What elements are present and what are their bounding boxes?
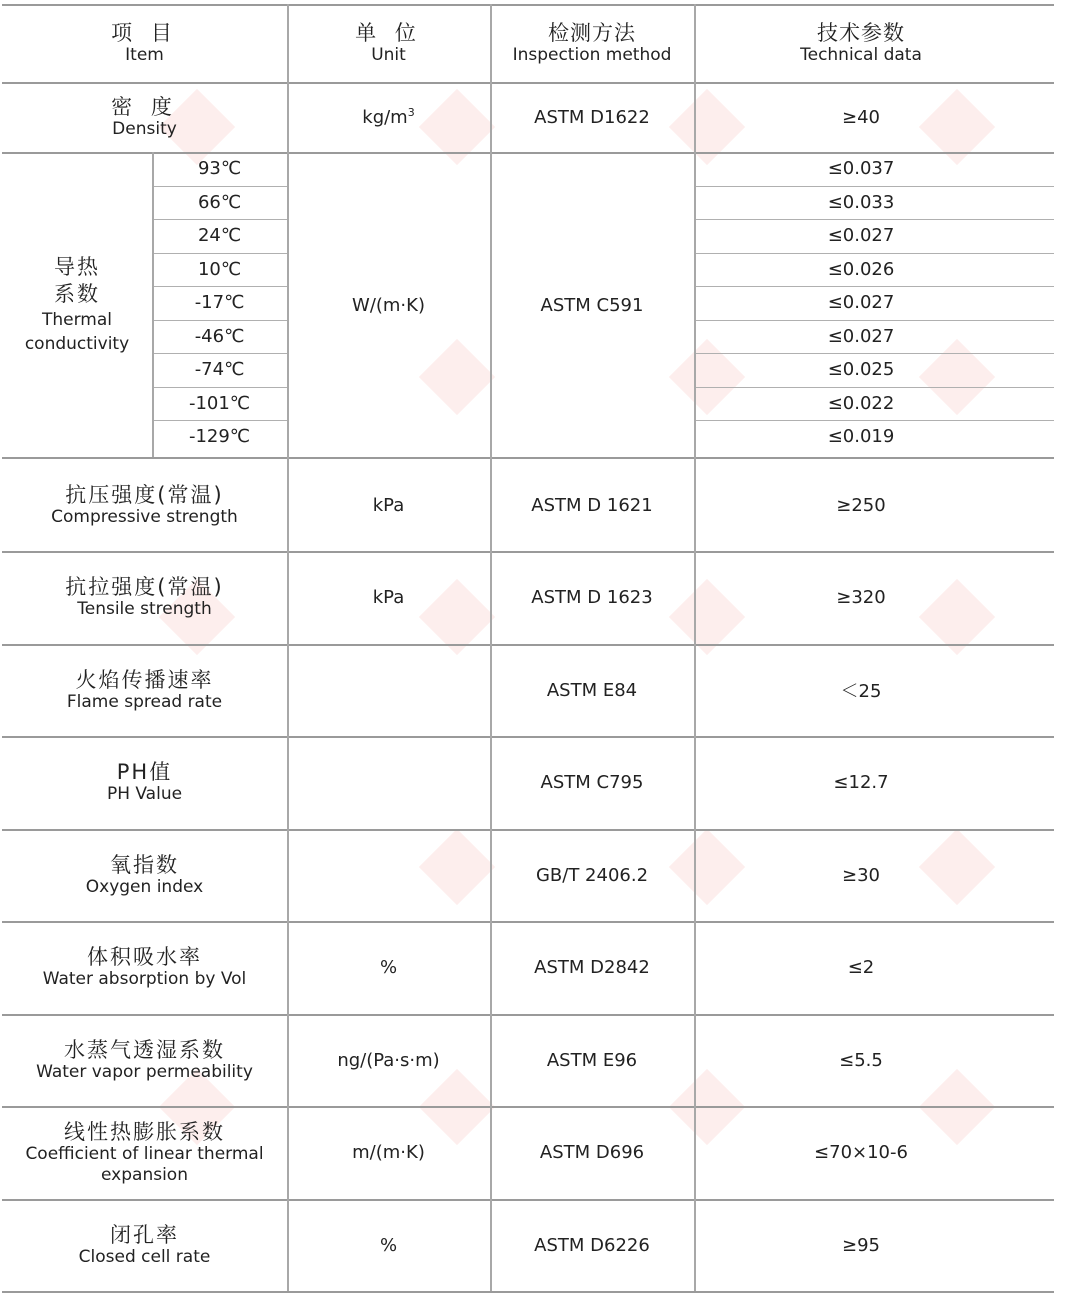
row-method-text: ASTM D6226	[534, 1234, 650, 1256]
row-item-zh: 抗拉强度(常温)	[65, 575, 224, 599]
thermal-en-2: conductivity	[24, 334, 130, 354]
row-method	[490, 921, 694, 1014]
row-unit	[287, 829, 490, 921]
row-unit	[287, 644, 490, 736]
thermal-unit-text: W/(m·K)	[352, 294, 425, 316]
thermal-value-cell	[694, 286, 1028, 320]
header-method	[490, 4, 694, 82]
header-data-en: Technical data	[800, 44, 922, 65]
row-value	[694, 551, 1028, 644]
thermal-method	[490, 152, 694, 458]
thermal-zh-2: 系数	[54, 282, 100, 306]
row-value	[694, 1014, 1028, 1106]
density-method	[490, 82, 694, 152]
row-value-text: ≥250	[836, 494, 886, 516]
row-method	[490, 1199, 694, 1291]
row-item-en: Oxygen index	[85, 876, 204, 897]
header-data	[694, 4, 1028, 82]
thermal-temp-cell	[152, 186, 287, 220]
thermal-temp-cell	[152, 219, 287, 253]
row-method-text: ASTM C795	[540, 772, 644, 793]
row-unit	[287, 736, 490, 829]
row-item-zh: 火焰传播速率	[75, 667, 214, 692]
row-item	[2, 459, 287, 551]
row-method-text: ASTM D2842	[534, 957, 650, 978]
row-item	[2, 551, 287, 644]
header-item	[2, 4, 287, 82]
row-value	[694, 921, 1028, 1014]
row-method-text: ASTM E84	[546, 679, 638, 701]
thermal-temp-cell	[152, 420, 287, 454]
row-method	[490, 644, 694, 736]
header-item-zh: 项 目	[111, 20, 178, 45]
row-value-text: ≤70×10-6	[814, 1142, 908, 1163]
density-unit	[287, 82, 490, 152]
thermal-method-text: ASTM C591	[540, 294, 644, 316]
row-value	[694, 736, 1028, 829]
thermal-value-cell	[694, 420, 1028, 454]
header-method-zh: 检测方法	[548, 20, 636, 45]
row-item-zh: PH值	[116, 760, 173, 784]
row-method-text: ASTM E96	[546, 1049, 638, 1071]
density-en: Density	[112, 118, 177, 139]
thermal-value: ≤0.027	[827, 225, 895, 247]
row-value	[694, 829, 1028, 921]
row-item-en: PH Value	[106, 784, 183, 804]
row-item-zh: 抗压强度(常温)	[65, 482, 224, 507]
row-method	[490, 551, 694, 644]
header-unit	[287, 4, 490, 82]
row-method	[490, 459, 694, 551]
row-value	[694, 459, 1028, 551]
row-unit-text: m/(m·K)	[352, 1142, 425, 1163]
thermal-temp-cell	[152, 353, 287, 387]
row-unit	[287, 551, 490, 644]
thermal-value-cell	[694, 320, 1028, 354]
row-value-text: ≥320	[836, 587, 886, 608]
row-method-text: GB/T 2406.2	[535, 864, 649, 886]
header-unit-en: Unit	[371, 44, 406, 65]
row-unit-text: ng/(Pa·s·m)	[337, 1049, 440, 1071]
row-method-text: ASTM D 1623	[531, 587, 653, 608]
row-value	[694, 1199, 1028, 1291]
row-method	[490, 829, 694, 921]
thermal-temp-cell	[152, 286, 287, 320]
row-method-text: ASTM D696	[539, 1142, 645, 1163]
row-value	[694, 1106, 1028, 1199]
thermal-temp: 66℃	[197, 191, 242, 213]
thermal-value: ≤0.022	[827, 392, 895, 414]
thermal-value-cell	[694, 186, 1028, 220]
thermal-zh-1: 导热	[54, 255, 100, 279]
thermal-temp-cell	[152, 387, 287, 421]
thermal-value: ≤0.033	[827, 191, 895, 213]
thermal-value: ≤0.027	[827, 292, 895, 314]
thermal-temp: -129℃	[188, 426, 251, 448]
row-unit-text: %	[379, 957, 398, 978]
header-method-en: Inspection method	[512, 44, 672, 65]
thermal-value: ≤0.025	[827, 359, 895, 381]
row-item	[2, 921, 287, 1014]
header-unit-zh: 单 位	[355, 20, 422, 45]
row-item-en: Tensile strength	[77, 599, 212, 619]
row-item-en: Water vapor permeability	[36, 1061, 253, 1082]
row-item-zh: 氧指数	[110, 852, 179, 877]
row-method	[490, 1106, 694, 1199]
density-value	[694, 82, 1028, 152]
grid-line-horizontal	[2, 1291, 1054, 1293]
row-value	[694, 644, 1028, 736]
thermal-temp: 93℃	[197, 158, 242, 180]
thermal-value-cell	[694, 152, 1028, 186]
row-unit-text: %	[379, 1234, 398, 1256]
thermal-value-cell	[694, 353, 1028, 387]
row-value-text: ≤2	[847, 957, 875, 978]
thermal-item	[2, 152, 152, 458]
row-unit	[287, 921, 490, 1014]
row-item	[2, 829, 287, 921]
density-method-text: ASTM D1622	[534, 106, 650, 128]
thermal-value: ≤0.027	[827, 325, 895, 347]
row-value-text: ≥95	[842, 1234, 880, 1256]
thermal-temp: -101℃	[188, 392, 251, 414]
row-unit-text: kPa	[372, 494, 405, 516]
row-item	[2, 644, 287, 736]
density-value-text: ≥40	[842, 106, 880, 128]
row-item-zh: 闭孔率	[110, 1222, 179, 1247]
thermal-temp-cell	[152, 253, 287, 287]
density-unit-sup: 3	[407, 106, 415, 119]
thermal-value: ≤0.019	[827, 426, 895, 448]
thermal-temp: 10℃	[197, 258, 242, 280]
row-item-en: Coefficient of linear thermal	[25, 1143, 264, 1164]
row-unit	[287, 459, 490, 551]
density-zh: 密 度	[111, 94, 178, 119]
header-item-en: Item	[125, 44, 164, 65]
row-item-en: Compressive strength	[51, 506, 238, 527]
row-unit	[287, 1199, 490, 1291]
thermal-value-cell	[694, 253, 1028, 287]
spec-table	[2, 4, 1054, 1294]
row-item	[2, 1014, 287, 1106]
row-item	[2, 736, 287, 829]
thermal-value: ≤0.026	[827, 258, 895, 280]
row-item	[2, 1199, 287, 1291]
row-item-en: Water absorption by Vol	[42, 969, 247, 989]
thermal-temp: -17℃	[194, 292, 245, 314]
row-value-text: ≤5.5	[839, 1049, 883, 1071]
row-item-en: Closed cell rate	[78, 1246, 211, 1267]
row-item	[2, 1106, 287, 1199]
row-unit-text: kPa	[372, 587, 405, 608]
thermal-unit	[287, 152, 490, 458]
row-method	[490, 1014, 694, 1106]
row-item-zh: 线性热膨胀系数	[64, 1119, 225, 1144]
thermal-temp-cell	[152, 320, 287, 354]
row-value-text: ＜25	[840, 681, 882, 702]
row-item-zh: 体积吸水率	[87, 945, 202, 969]
thermal-value-cell	[694, 219, 1028, 253]
header-data-zh: 技术参数	[817, 20, 905, 45]
thermal-temp: -74℃	[194, 359, 245, 381]
density-unit-text: kg/m	[362, 107, 408, 128]
row-item-en: Flame spread rate	[66, 691, 223, 712]
row-value-text: ≤12.7	[833, 772, 889, 793]
thermal-temp: -46℃	[194, 325, 245, 347]
row-item-zh: 水蒸气透湿系数	[64, 1037, 225, 1062]
thermal-temp: 24℃	[197, 225, 242, 247]
thermal-value-cell	[694, 387, 1028, 421]
row-method	[490, 736, 694, 829]
row-item-en-2: expansion	[101, 1164, 188, 1185]
thermal-value: ≤0.037	[827, 158, 895, 180]
row-method-text: ASTM D 1621	[531, 494, 653, 516]
row-unit	[287, 1106, 490, 1199]
density-item	[2, 82, 287, 152]
row-unit	[287, 1014, 490, 1106]
row-value-text: ≥30	[842, 864, 880, 886]
thermal-temp-cell	[152, 152, 287, 186]
thermal-en-1: Thermal	[41, 310, 112, 330]
